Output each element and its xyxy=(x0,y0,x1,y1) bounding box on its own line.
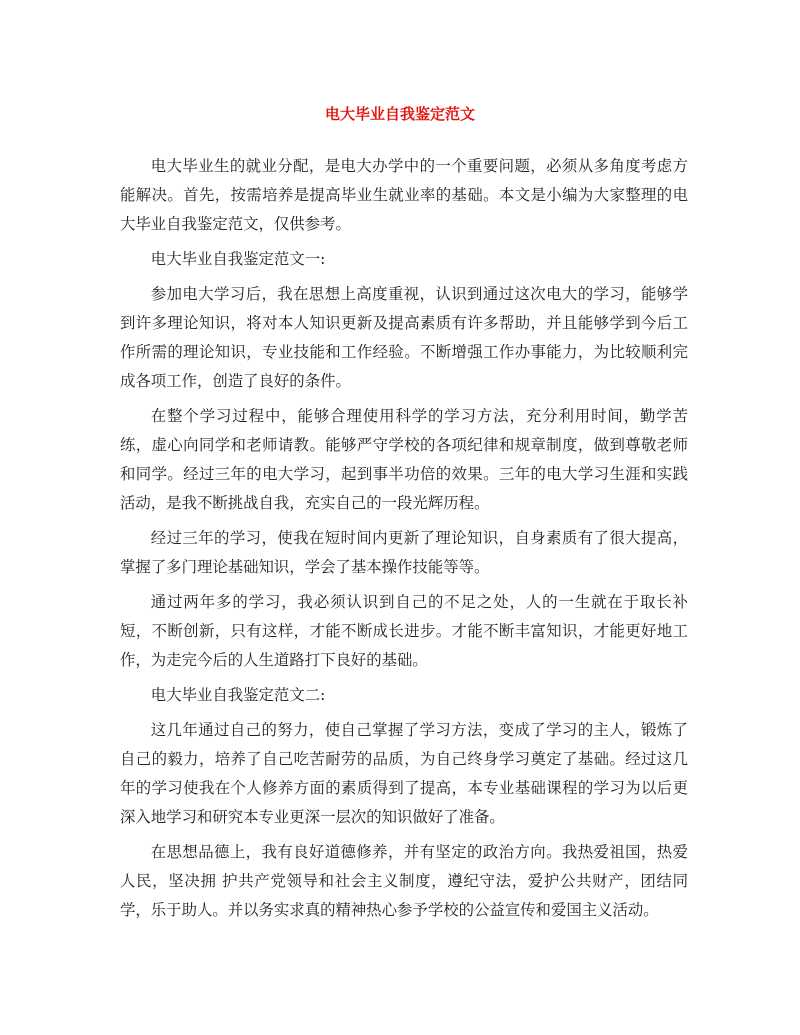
paragraph: 在思想品德上，我有良好道德修养，并有坚定的政治方向。我热爱祖国，热爱人民，坚决拥 护共产党领导和社会主义制度，遵纪守法，爱护公共财产，团结同学，乐于助人。并以务实求真的精神热心参予学校的公益宣传和爱国主义活动。 xyxy=(120,843,688,919)
paragraph-section-heading-1: 电大毕业自我鉴定范文一: xyxy=(150,250,326,268)
paragraph: 参加电大学习后，我在思想上高度重视，认识到通过这次电大的学习，能够学到许多理论知识，将对本人知识更新及提高素质有许多帮助，并且能够学到今后工作所需的理论知识，专业技能和工作经验。不断增强工作办事能力，为比较顺利完成各项工作，创造了良好的条件。 xyxy=(120,285,688,390)
paragraph: 通过两年多的学习，我必须认识到自己的不足之处，人的一生就在于取长补短，不断创新，只有这样，才能不断成长进步。才能不断丰富知识，才能更好地工作，为走完今后的人生道路打下良好的基础。 xyxy=(120,593,688,669)
paragraph: 这几年通过自己的努力，使自己掌握了学习方法，变成了学习的主人，锻炼了自己的毅力，培养了自己吃苦耐劳的品质，为自己终身学习奠定了基础。经过这几年的学习使我在个人修养方面的素质得到了提高，本专业基础课程的学习为以后更深入地学习和研究本专业更深一层次的知识做好了准备。 xyxy=(120,721,688,826)
paragraph: 经过三年的学习，使我在短时间内更新了理论知识，自身素质有了很大提高，掌握了多门理论基础知识，学会了基本操作技能等等。 xyxy=(120,529,688,576)
paragraph-intro: 电大毕业生的就业分配，是电大办学中的一个重要问题，必须从多角度考虑方能解决。首先，按需培养是提高毕业生就业率的基础。本文是小编为大家整理的电大毕业自我鉴定范文，仅供参考。 xyxy=(120,157,688,233)
paragraph: 在整个学习过程中，能够合理使用科学的学习方法，充分利用时间，勤学苦练，虚心向同学和老师请教。能够严守学校的各项纪律和规章制度，做到尊敬老师和同学。经过三年的电大学习，起到事半功倍的效果。三年的电大学习生涯和实践活动，是我不断挑战自我，充实自己的一段光辉历程。 xyxy=(120,407,688,512)
document-title: 电大毕业自我鉴定范文 xyxy=(324,105,475,123)
paragraph-section-heading-2: 电大毕业自我鉴定范文二: xyxy=(150,686,326,704)
document-body xyxy=(120,152,688,931)
